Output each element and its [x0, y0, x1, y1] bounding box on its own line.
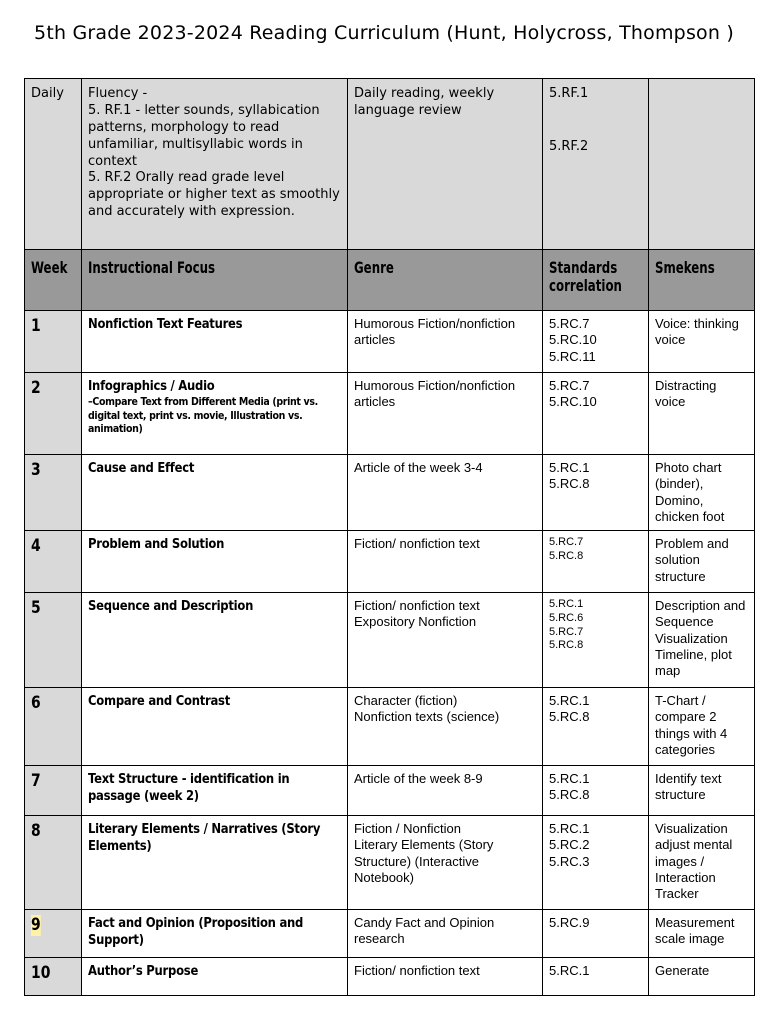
genre	[348, 816, 543, 910]
genre-line: Candy Fact and Opinion research	[354, 915, 495, 947]
standard-code: 5.RC.1	[549, 771, 590, 786]
standards-correlation	[543, 910, 649, 958]
instructional-focus: Cause and Effect	[82, 455, 348, 531]
week-number: 7	[25, 766, 82, 816]
standards-correlation	[543, 593, 649, 688]
standard-code: 5.RC.2	[549, 837, 590, 853]
genre-line: Expository Nonfiction	[354, 614, 477, 630]
week-number: 1	[25, 311, 82, 373]
header-row	[25, 250, 755, 311]
week-row	[25, 531, 755, 593]
instructional-focus: Text Structure - identification in passage (week 2)	[82, 766, 348, 816]
standards-correlation	[543, 311, 649, 373]
instructional-focus: Author’s Purpose	[82, 958, 348, 996]
standard-code: 5.RC.1	[549, 460, 590, 475]
genre	[348, 593, 543, 688]
header-week: Week	[25, 250, 82, 311]
standards-correlation	[543, 816, 649, 910]
standards-correlation	[543, 688, 649, 766]
smekens: Voice: thinking voice	[649, 311, 755, 373]
genre	[348, 455, 543, 531]
daily-focus-line: 5. RF.2 Orally read grade level appropriate or higher text as smoothly and accurately with expression.	[88, 170, 340, 220]
header-standards: Standards correlation	[543, 250, 649, 311]
daily-standard: 5.RF.1	[549, 86, 589, 101]
smekens: Generate	[649, 958, 755, 996]
smekens: Distracting voice	[649, 373, 755, 455]
daily-focus	[82, 79, 348, 250]
genre-line: Article of the week 3-4	[354, 460, 483, 475]
standard-code: 5.RC.11	[549, 348, 596, 364]
genre-line: Fiction/ nonfiction text	[354, 963, 480, 978]
genre-line: Fiction/ nonfiction text	[354, 536, 480, 551]
document-title: 5th Grade 2023-2024 Reading Curriculum (Hunt, Holycross, Thompson )	[34, 22, 734, 44]
instructional-focus: Infographics / Audio –Compare Text from Different Media (print vs. digital text, print vs. movie, Illustration vs. animation)	[82, 373, 348, 455]
standard-code: 5.RC.1	[549, 963, 590, 978]
smekens: Visualization adjust mental images / Interaction Tracker	[649, 816, 755, 910]
header-genre: Genre	[348, 250, 543, 311]
standards-correlation	[543, 958, 649, 996]
week-number: 2	[25, 373, 82, 455]
standard-code: 5.RC.10	[549, 332, 597, 348]
standard-code: 5.RC.7	[549, 536, 584, 548]
header-smekens: Smekens	[649, 250, 755, 311]
week-number: 10	[25, 958, 82, 996]
standard-code: 5.RC.7	[549, 316, 590, 331]
standards-correlation	[543, 766, 649, 816]
header-focus: Instructional Focus	[82, 250, 348, 311]
genre	[348, 531, 543, 593]
week-number: 6	[25, 688, 82, 766]
standard-code: 5.RC.9	[549, 915, 590, 930]
instructional-focus: Literary Elements / Narratives (Story Elements)	[82, 816, 348, 910]
daily-genre: Daily reading, weekly language review	[348, 79, 543, 250]
week-number: 8	[25, 816, 82, 910]
daily-focus-line: Fluency -	[88, 86, 148, 101]
instructional-focus-detail: –Compare Text from Different Media (print vs. digital text, print vs. movie, Illustration vs. animation)	[88, 394, 318, 436]
week-row	[25, 455, 755, 531]
smekens: Identify text structure	[649, 766, 755, 816]
genre	[348, 910, 543, 958]
week-number: 3	[25, 455, 82, 531]
week-row	[25, 766, 755, 816]
instructional-focus: Fact and Opinion (Proposition and Support)	[82, 910, 348, 958]
smekens: Photo chart (binder), Domino, chicken foot	[649, 455, 755, 531]
instructional-focus: Sequence and Description	[82, 593, 348, 688]
week-row	[25, 958, 755, 996]
genre-line: Character (fiction)	[354, 693, 458, 708]
standard-code: 5.RC.7	[549, 378, 590, 393]
standard-code: 5.RC.8	[549, 549, 584, 562]
standard-code: 5.RC.1	[549, 693, 590, 708]
standard-code: 5.RC.8	[549, 639, 584, 652]
daily-standard: 5.RF.2	[549, 138, 589, 154]
standard-code: 5.RC.1	[549, 598, 584, 610]
standard-code: 5.RC.7	[549, 625, 584, 638]
standard-code: 5.RC.8	[549, 709, 590, 725]
standards-correlation	[543, 531, 649, 593]
week-number: 5	[25, 593, 82, 688]
daily-focus-line: 5. RF.1 - letter sounds, syllabication patterns, morphology to read unfamiliar, multisyllabic words in context	[88, 102, 320, 169]
standard-code: 5.RC.6	[549, 611, 584, 624]
genre-line: Literary Elements (Story Structure) (Interactive Notebook)	[354, 837, 494, 885]
genre	[348, 311, 543, 373]
genre-line: Article of the week 8-9	[354, 771, 483, 786]
week-row	[25, 688, 755, 766]
week-number: 9	[25, 910, 82, 958]
genre-line: Fiction/ nonfiction text	[354, 598, 480, 613]
genre	[348, 688, 543, 766]
standard-code: 5.RC.3	[549, 853, 590, 869]
smekens: Description and Sequence Visualization Timeline, plot map	[649, 593, 755, 688]
genre	[348, 373, 543, 455]
daily-smekens	[649, 79, 755, 250]
genre-line: Nonfiction texts (science)	[354, 709, 500, 725]
week-row	[25, 311, 755, 373]
instructional-focus: Problem and Solution	[82, 531, 348, 593]
standards-correlation	[543, 373, 649, 455]
genre	[348, 958, 543, 996]
smekens: Measurement scale image	[649, 910, 755, 958]
genre-line: Fiction / Nonfiction	[354, 821, 461, 836]
instructional-focus: Nonfiction Text Features	[82, 311, 348, 373]
daily-standards	[543, 79, 649, 250]
daily-label: Daily	[25, 79, 82, 250]
standard-code: 5.RC.1	[549, 821, 590, 836]
standards-correlation	[543, 455, 649, 531]
week-row	[25, 910, 755, 958]
standard-code: 5.RC.8	[549, 476, 590, 492]
week-number: 4	[25, 531, 82, 593]
standard-code: 5.RC.10	[549, 394, 597, 410]
week-row	[25, 373, 755, 455]
week-row	[25, 816, 755, 910]
genre-line: Humorous Fiction/nonfiction articles	[354, 378, 516, 410]
smekens: Problem and solution structure	[649, 531, 755, 593]
genre	[348, 766, 543, 816]
instructional-focus: Compare and Contrast	[82, 688, 348, 766]
week-row	[25, 593, 755, 688]
curriculum-table	[24, 78, 755, 996]
genre-line: Humorous Fiction/nonfiction articles	[354, 316, 516, 348]
daily-row	[25, 79, 755, 250]
smekens: T-Chart / compare 2 things with 4 categories	[649, 688, 755, 766]
standard-code: 5.RC.8	[549, 787, 590, 803]
